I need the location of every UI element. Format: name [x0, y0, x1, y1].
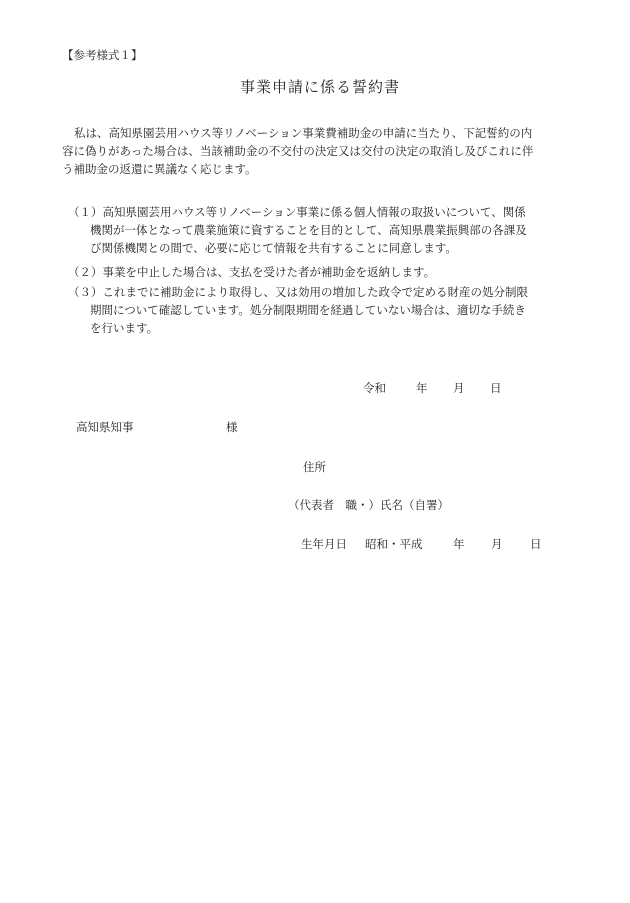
- birthdate-label: 生年月日: [301, 537, 347, 551]
- pledge-item-3: [68, 283, 588, 337]
- intro-paragraph: [62, 124, 582, 178]
- addressee-name: 高知県知事: [76, 420, 134, 434]
- form-label: 【参考様式１】: [62, 48, 143, 62]
- item-number: （２）: [68, 265, 103, 279]
- representative-name-label: （代表者 職・）氏名（自署）: [288, 498, 449, 512]
- address-label: 住所: [303, 460, 326, 474]
- date-day: 日: [490, 381, 502, 395]
- addressee-honorific: 様: [226, 420, 238, 434]
- date-month: 月: [453, 381, 465, 395]
- document-title: 事業申請に係る誓約書: [240, 78, 401, 96]
- intro-line: う補助金の返還に異議なく応じます。: [62, 162, 257, 176]
- birthdate-year: 年: [453, 537, 465, 551]
- item-line: 機関が一体となって農業施策に資することを目的として、高知県農業振興部の各課及: [90, 223, 527, 237]
- date-year: 年: [416, 381, 428, 395]
- item-number: （３）: [68, 285, 103, 299]
- birthdate-day: 日: [530, 537, 542, 551]
- pledge-item-2: [68, 263, 588, 281]
- item-line: 事業を中止した場合は、支払を受けた者が補助金を返納します。: [102, 265, 436, 279]
- birthdate-era: 昭和・平成: [365, 537, 423, 551]
- intro-line: 私は、高知県園芸用ハウス等リノベーション事業費補助金の申請に当たり、下記誓約の内: [74, 126, 533, 140]
- item-line: び関係機関との間で、必要に応じて情報を共有することに同意します。: [90, 241, 457, 255]
- item-line: 期間について確認しています。処分制限期間を経過していない場合は、適切な手続き: [90, 303, 526, 317]
- pledge-item-1: [68, 203, 588, 257]
- intro-line: 容に偽りがあった場合は、当該補助金の不交付の決定又は交付の決定の取消し及びこれに伴: [62, 144, 534, 158]
- birthdate-month: 月: [491, 537, 503, 551]
- item-line: 高知県園芸用ハウス等リノベーション事業に係る個人情報の取扱いについて、関係: [102, 205, 526, 219]
- item-line: を行います。: [90, 321, 159, 335]
- date-era: 令和: [363, 381, 386, 395]
- item-line: これまでに補助金により取得し、又は効用の増加した政令で定める財産の処分制限: [102, 285, 528, 299]
- item-number: （１）: [68, 205, 103, 219]
